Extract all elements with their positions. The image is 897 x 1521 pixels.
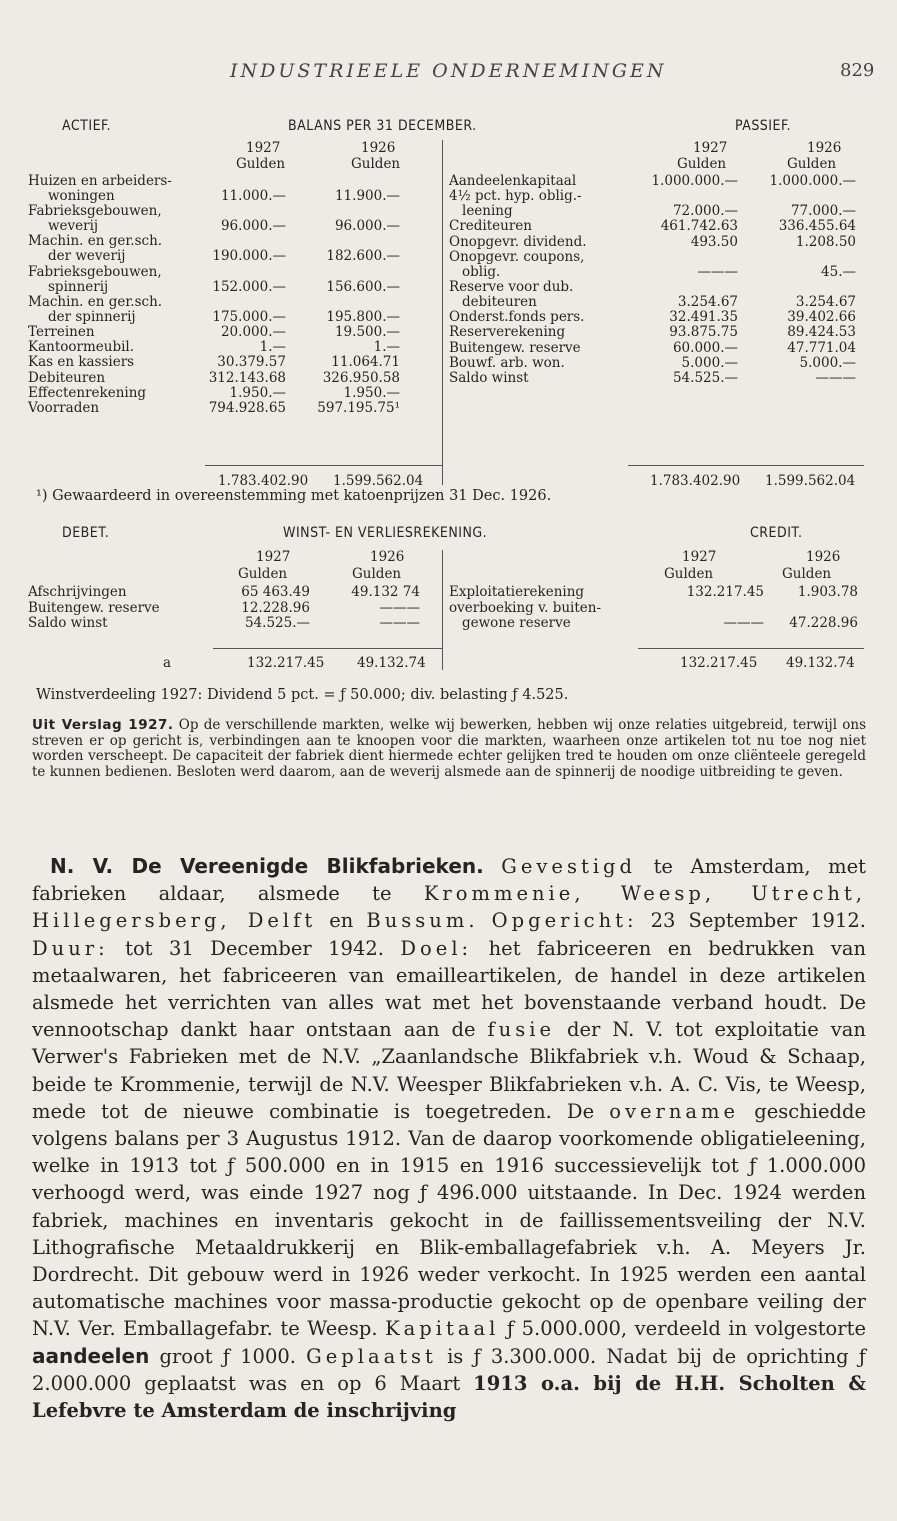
- asset-value-1926: 11.064.71: [331, 354, 400, 371]
- text-history: geschiedde volgens balans per 3 Augustus 1912. Van de daarop voorkomende obligatieleening, welke in 1913 tot ƒ 500.000 en in 1915 en 1916 successievelijk tot ƒ 1.000.000 verhoogd werd, was einde 1927 nog ƒ 496.000 uitstaande. In Dec. 1924 werden fabriek, machines en inventaris gekocht in de faillissementsveiling der N.V. Lithografische Metaaldrukkerij en Blik-emballagefabriek v.h. A. Meyers Jr. Dordrecht. Dit gebouw werd in 1926 weder verkocht. In 1925 werden een aantal automatische machines voor massa-productie gekocht op de openbare veiling der N.V. Ver. Emballagefabr. te Weesp.: [32, 1099, 867, 1341]
- asset-label: der weverij: [48, 248, 126, 265]
- asset-label: Terreinen: [28, 324, 95, 340]
- asset-label: Machin. en ger.sch.: [28, 233, 163, 250]
- debet-heading: DEBET.: [62, 525, 110, 541]
- liab-year-1927: 1927: [693, 140, 728, 156]
- liability-value-1927: 5.000.—: [681, 354, 738, 371]
- text-subscription: 1913 o.a. bij de H.H. Scholten & Lefebvre te Amsterdam de inschrijving: [32, 1371, 866, 1423]
- liability-value-1926: 1.208.50: [795, 233, 856, 250]
- asset-value-1926: 156.600.—: [326, 278, 400, 295]
- asset-value-1926: 182.600.—: [326, 248, 400, 265]
- liability-value-1926: 89.424.53: [787, 324, 856, 341]
- asset-label: Effectenrekening: [28, 384, 147, 401]
- debit-value-1927: 12.228.96: [241, 599, 310, 616]
- liability-value-1926: ———: [815, 370, 856, 386]
- asset-label: woningen: [48, 188, 115, 204]
- debit-value-1926: 49.132 74: [351, 584, 420, 600]
- asset-label: Debiteuren: [28, 369, 106, 386]
- asset-value-1927: 96.000.—: [220, 218, 286, 235]
- pl-credit-year-1926: 1926: [806, 549, 841, 565]
- liab-unit-1927: Gulden: [677, 156, 727, 172]
- debit-value-1927: 54.525.—: [244, 615, 310, 631]
- asset-total-rule: [205, 465, 442, 466]
- liability-value-1927: 32.491.35: [669, 309, 738, 326]
- credit-value-1926: 47.228.96: [789, 615, 858, 631]
- asset-label: spinnerij: [48, 278, 109, 295]
- asset-value-1926: 195.800.—: [326, 308, 400, 325]
- pl-credit-unit-1926: Gulden: [782, 566, 832, 582]
- text-duration: tot 31 December 1942.: [125, 936, 384, 960]
- liability-value-1926: 1.000.000.—: [769, 173, 856, 189]
- asset-value-1927: 312.143.68: [208, 369, 286, 386]
- asset-label: Huizen en arbeiders-: [28, 173, 172, 189]
- text-capital: ƒ 5.000.000, verdeeld in volgestorte: [506, 1317, 866, 1341]
- label-aandeelen: aandeelen: [32, 1343, 150, 1368]
- liability-value-1927: 93.875.75: [669, 324, 738, 341]
- liability-label: Saldo winst: [449, 370, 529, 386]
- page-number: 829: [840, 60, 875, 81]
- credit-value-1926: 1.903.78: [797, 584, 858, 600]
- text-en: en: [329, 909, 354, 933]
- label-duur: Duur:: [32, 936, 109, 960]
- text-issued: is ƒ 3.300.000. Nadat bij de oprichting ƒ 2.000.000 geplaatst was en op 6 Maart: [32, 1344, 867, 1395]
- asset-year-1926: 1926: [361, 140, 396, 156]
- debit-value-1926: ———: [379, 599, 420, 616]
- debit-label: Saldo winst: [28, 615, 108, 631]
- credit-label: overboeking v. buiten-: [449, 599, 602, 616]
- balance-divider: [442, 140, 443, 485]
- debit-label: Afschrijvingen: [28, 584, 127, 600]
- debit-value-1927: 65 463.49: [241, 584, 310, 600]
- liability-label: Reserverekening: [449, 324, 566, 341]
- liability-label: Crediteuren: [449, 218, 532, 235]
- pl-debit-rule: [213, 648, 442, 649]
- text-location: te Amsterdam, met fabrieken aldaar, alsmede te: [32, 855, 867, 906]
- balance-footnote: ¹) Gewaardeerd in overeenstemming met katoenprijzen 31 Dec. 1926.: [36, 488, 552, 504]
- liability-label: Onopgevr. dividend.: [449, 233, 587, 250]
- text-merger: der N. V. tot exploitatie van Verwer's Fabrieken met de N.V. „Zaanlandsche Blikfabriek v.h. Woud & Schaap, beide te Krommenie, terwijl de N.V. Weesper Blikfabrieken v.h. A. C. Vis, te Weesp, mede tot de nieuwe combinatie is toegetreden. De: [32, 1018, 866, 1123]
- text-cities: Krommenie, Weesp, Utrecht, Hillegersberg, Delft: [32, 882, 867, 933]
- asset-label: weverij: [48, 218, 99, 235]
- credit-value-1927: ———: [723, 615, 764, 631]
- asset-value-1927: 794.928.65: [208, 400, 286, 416]
- liability-label: Aandeelenkapitaal: [449, 173, 577, 189]
- liability-value-1927: 493.50: [690, 233, 738, 250]
- liability-value-1926: 3.254.67: [795, 294, 856, 310]
- liability-value-1926: 47.771.04: [787, 339, 856, 356]
- asset-label: Fabrieksgebouwen,: [28, 203, 162, 220]
- pl-credit-year-1927: 1927: [682, 549, 717, 565]
- liability-value-1927: 3.254.67: [677, 294, 738, 310]
- liability-value-1927: 461.742.63: [660, 218, 738, 235]
- asset-value-1926: 96.000.—: [334, 218, 400, 235]
- asset-value-1927: 175.000.—: [212, 308, 286, 325]
- asset-value-1927: 20.000.—: [220, 324, 286, 340]
- label-doel: Doel:: [400, 936, 473, 960]
- pl-debit-unit-1927: Gulden: [238, 566, 288, 582]
- asset-value-1927: 1.—: [259, 339, 286, 356]
- liability-value-1927: 1.000.000.—: [651, 173, 738, 189]
- label-overname: overname: [609, 1099, 740, 1123]
- pl-debit-year-1926: 1926: [370, 549, 405, 565]
- profit-distribution: Winstverdeeling 1927: Dividend 5 pct. = ƒ 50.000; div. belasting ƒ 4.525.: [36, 687, 569, 703]
- liability-label: Reserve voor dub.: [449, 279, 574, 295]
- asset-value-1927: 30.379.57: [217, 354, 286, 371]
- label-gevestigd: Gevestigd: [501, 855, 637, 878]
- liability-value-1927: 60.000.—: [672, 339, 738, 356]
- liability-value-1927: 72.000.—: [672, 203, 738, 220]
- pl-debit-unit-1926: Gulden: [352, 566, 402, 582]
- liability-label: 4½ pct. hyp. oblig.-: [449, 188, 582, 205]
- liability-value-1926: 336.455.64: [778, 218, 856, 235]
- asset-label: der spinnerij: [48, 308, 136, 325]
- asset-value-1926: 326.950.58: [322, 369, 400, 386]
- liab-year-1926: 1926: [807, 140, 842, 156]
- asset-value-1926: 11.900.—: [334, 188, 400, 204]
- text-purpose: het fabriceeren en bedrukken van metaalwaren, het fabriceeren van emailleartikelen, de handel in deze artikelen alsmede het verrichten van alles wat met het bovenstaande verband houdt. De vennootschap dankt haar ontstaan aan de: [32, 936, 867, 1042]
- liability-label: Buitengew. reserve: [449, 339, 581, 356]
- pl-divider: [442, 550, 443, 670]
- asset-year-1927: 1927: [246, 140, 281, 156]
- company-name: N. V. De Vereenigde Blikfabrieken.: [50, 854, 484, 878]
- asset-label: Voorraden: [28, 400, 100, 416]
- report-text: Op de verschillende markten, welke wij bewerken, hebben wij onze relaties uitgebreid, terwijl ons streven er op gericht is, verbindingen aan te knoopen voor die markten, waarheen onze artikelen tot nu toe nog niet worden verscheept. De capaciteit der fabriek dient hiermede echter gelijken tred te houden om onze cliënteele geregeld te kunnen bedienen. Besloten werd daarom, aan de weverij alsmede aan de spinnerij de noodige uitbreiding te geven.: [32, 717, 867, 780]
- report-lead: Uit Verslag 1927.: [32, 717, 174, 733]
- liability-value-1926: 45.—: [821, 263, 856, 280]
- asset-value-1926: 1.—: [373, 339, 400, 356]
- asset-label: Kas en kassiers: [28, 354, 135, 371]
- liability-value-1926: 77.000.—: [790, 203, 856, 220]
- company-article: [32, 853, 866, 1424]
- liability-value-1927: 54.525.—: [672, 370, 738, 386]
- liab-total-rule: [628, 465, 864, 466]
- liability-label: Onderst.fonds pers.: [449, 309, 585, 326]
- asset-total-1927: 1.783.402.90: [218, 473, 309, 489]
- debit-value-1926: ———: [379, 615, 420, 631]
- pl-credit-total-1927: 132.217.45: [680, 655, 758, 671]
- pl-debit-total-1927: 132.217.45: [247, 655, 325, 671]
- liability-value-1926: 5.000.—: [799, 354, 856, 371]
- text-share-size: groot ƒ 1000.: [159, 1344, 296, 1368]
- passief-heading: PASSIEF.: [735, 118, 791, 134]
- asset-value-1927: 11.000.—: [220, 188, 286, 204]
- asset-value-1927: 152.000.—: [212, 278, 286, 295]
- liab-total-1927: 1.783.402.90: [650, 473, 741, 489]
- liability-value-1927: ———: [697, 263, 738, 280]
- balance-title: BALANS PER 31 DECEMBER.: [288, 118, 477, 134]
- pl-credit-total-1926: 49.132.74: [786, 655, 855, 671]
- credit-label: Exploitatierekening: [449, 584, 585, 600]
- text-founded-date: 23 September 1912.: [650, 909, 866, 933]
- liability-label: leening: [462, 203, 513, 220]
- liability-label: oblig.: [462, 263, 501, 280]
- asset-value-1927: 1.950.—: [229, 384, 286, 401]
- liab-unit-1926: Gulden: [787, 156, 837, 172]
- asset-value-1926: 1.950.—: [343, 384, 400, 401]
- credit-heading: CREDIT.: [750, 525, 803, 541]
- asset-value-1926: 597.195.75¹: [317, 400, 400, 416]
- pl-credit-rule: [638, 648, 864, 649]
- pl-debit-total-1926: 49.132.74: [357, 655, 426, 671]
- pl-total-marker: a: [163, 655, 172, 671]
- annual-report-excerpt: [32, 718, 866, 780]
- asset-unit-1926: Gulden: [351, 156, 401, 172]
- asset-value-1926: 19.500.—: [334, 324, 400, 340]
- label-kapitaal: Kapitaal: [385, 1317, 500, 1341]
- running-title: INDUSTRIEELE ONDERNEMINGEN: [230, 60, 667, 82]
- label-opgericht: Opgericht:: [491, 909, 638, 933]
- liability-label: Bouwf. arb. won.: [449, 354, 565, 371]
- pl-title: WINST- EN VERLIESREKENING.: [283, 525, 488, 541]
- liability-label: debiteuren: [462, 294, 537, 310]
- pl-credit-unit-1927: Gulden: [664, 566, 714, 582]
- actief-heading: ACTIEF.: [62, 118, 112, 134]
- liab-total-1926: 1.599.562.04: [765, 473, 856, 489]
- liability-label: Onopgevr. coupons,: [449, 248, 585, 265]
- pl-debit-year-1927: 1927: [256, 549, 291, 565]
- label-fusie: fusie: [487, 1018, 556, 1042]
- credit-value-1927: 132.217.45: [686, 584, 764, 600]
- asset-total-1926: 1.599.562.04: [333, 473, 424, 489]
- liability-value-1926: 39.402.66: [787, 309, 856, 326]
- text-bussum: Bussum.: [366, 909, 479, 933]
- label-geplaatst: Geplaatst: [306, 1344, 437, 1368]
- debit-label: Buitengew. reserve: [28, 599, 160, 616]
- asset-value-1927: 190.000.—: [212, 248, 286, 265]
- asset-label: Kantoormeubil.: [28, 339, 135, 356]
- credit-label: gewone reserve: [462, 615, 571, 631]
- asset-label: Fabrieksgebouwen,: [28, 263, 162, 280]
- asset-label: Machin. en ger.sch.: [28, 293, 163, 310]
- asset-unit-1927: Gulden: [236, 156, 286, 172]
